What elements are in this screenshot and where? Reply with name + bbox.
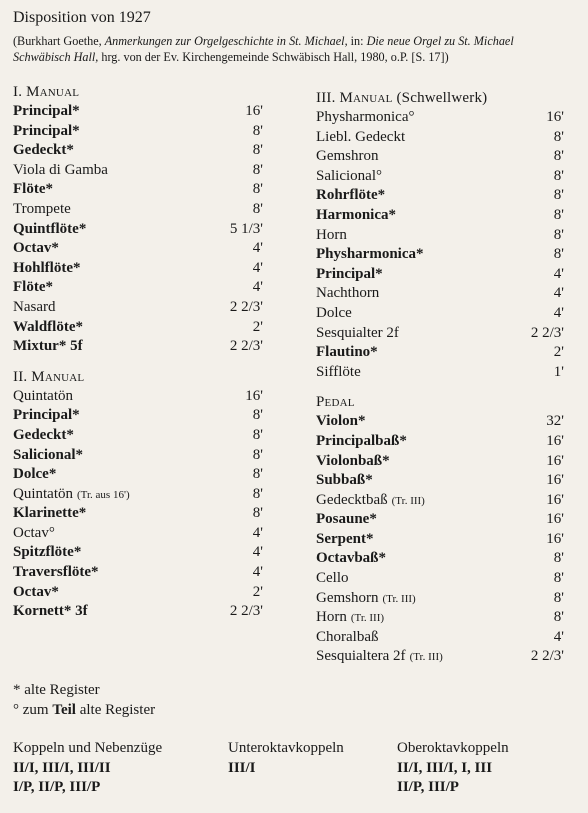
stop-pitch: 4'	[553, 628, 564, 645]
legend-old-registers: * alte Register	[13, 682, 100, 698]
stop-row	[316, 186, 564, 206]
superoctave-heading: Oberoktavkoppeln	[397, 740, 509, 756]
stop-row	[13, 426, 263, 446]
stop-row	[13, 406, 263, 426]
stop-row	[316, 265, 564, 285]
stop-pitch: 8'	[252, 466, 263, 483]
stop-pitch: 4'	[252, 564, 263, 581]
manual1-stop-list	[13, 102, 263, 357]
stop-row	[13, 337, 263, 357]
stop-pitch: 16'	[245, 103, 263, 119]
stop-pitch: 2'	[252, 318, 263, 335]
stop-name: Gemshorn (Tr. III)	[316, 589, 416, 606]
stop-row	[316, 363, 564, 383]
suboctave-couplers-column	[228, 739, 344, 778]
stop-pitch: 2 2/3'	[229, 338, 263, 355]
stop-pitch: 8'	[553, 589, 564, 606]
stop-pitch: 16'	[546, 109, 564, 125]
stop-pitch: 8'	[553, 187, 564, 204]
stop-pitch: 8'	[553, 226, 564, 243]
couplers-line-1: II/I, III/I, III/II	[13, 759, 111, 776]
manual2-stop-list	[13, 387, 263, 622]
stop-pitch: 4'	[252, 259, 263, 276]
stop-pitch: 8'	[252, 122, 263, 139]
stop-pitch: 8'	[252, 407, 263, 424]
stop-name: Quintflöte*	[13, 220, 87, 237]
stop-row	[316, 569, 564, 589]
stop-row	[316, 206, 564, 226]
stop-name: Octavbaß*	[316, 550, 387, 567]
couplers-line-2: I/P, II/P, III/P	[13, 779, 101, 795]
manual3-heading: III. Manual (Schwellwerk)	[316, 90, 488, 106]
stop-name: Flöte*	[13, 279, 53, 296]
stop-name: Hohlflöte*	[13, 259, 81, 276]
stop-pitch: 8'	[252, 142, 263, 159]
stop-pitch: 8'	[553, 148, 564, 165]
stop-name: Physharmonica*	[316, 246, 424, 263]
stop-row	[316, 108, 564, 128]
stop-name: Principalbaß*	[316, 432, 407, 449]
stop-pitch: 16'	[546, 472, 564, 489]
stop-name: Nasard	[13, 298, 56, 315]
stop-pitch: 8'	[553, 550, 564, 567]
stop-pitch: 16'	[546, 491, 564, 508]
stop-row	[13, 298, 263, 318]
stop-pitch: 8'	[553, 246, 564, 263]
stop-row	[316, 128, 564, 148]
stop-row	[316, 324, 564, 344]
stop-note: (Tr. aus 16')	[77, 488, 130, 501]
ref-author: (Burkhart Goethe,	[13, 34, 105, 48]
stop-row	[13, 220, 263, 240]
stop-row	[13, 102, 263, 122]
stop-note: (Tr. III)	[409, 651, 443, 664]
stop-row	[316, 304, 564, 324]
stop-pitch: 2 2/3'	[229, 603, 263, 620]
stop-pitch: 8'	[252, 485, 263, 502]
stop-row	[316, 530, 564, 550]
stop-pitch: 2'	[252, 583, 263, 600]
stop-name: Mixtur* 5f	[13, 338, 83, 355]
stop-pitch: 8'	[252, 446, 263, 463]
stop-row	[316, 432, 564, 452]
right-column	[316, 88, 564, 667]
ref-rest: hrg. von der Ev. Kirchengemeinde Schwäbisch Hall, 1980, o.P. [S. 17])	[98, 50, 449, 64]
stop-name: Spitzflöte*	[13, 544, 82, 561]
stop-name: Nachthorn	[316, 285, 380, 302]
ref-article: Anmerkungen zur Orgelgeschichte in St. Michael,	[104, 34, 348, 48]
stop-name: Viola di Gamba	[13, 161, 108, 178]
stop-pitch: 1'	[553, 363, 564, 380]
stop-row	[13, 318, 263, 338]
stop-pitch: 16'	[546, 452, 564, 469]
stop-row	[316, 549, 564, 569]
stop-name: Sifflöte	[316, 363, 361, 380]
stop-pitch: 2 2/3'	[229, 298, 263, 315]
stop-row	[316, 491, 564, 511]
stop-name: Cello	[316, 570, 349, 587]
stop-name: Gedeckt*	[13, 142, 74, 159]
stop-row	[13, 465, 263, 485]
stop-name: Quintatön (Tr. aus 16')	[13, 485, 130, 502]
stop-name: Flautino*	[316, 344, 378, 361]
stop-name: Principal*	[316, 265, 383, 282]
couplers-column	[13, 739, 162, 798]
stop-row	[13, 161, 263, 181]
stop-name: Salicional°	[316, 167, 382, 184]
stop-row	[13, 504, 263, 524]
stop-pitch: 2 2/3'	[530, 324, 564, 341]
legend-partial-registers: ° zum Teil alte Register	[13, 702, 156, 718]
stop-name: Violon*	[316, 413, 366, 430]
superoctave-couplers-column	[397, 739, 509, 798]
stop-row	[13, 200, 263, 220]
stop-name: Octav°	[13, 524, 55, 541]
stop-pitch: 8'	[553, 206, 564, 223]
stop-name: Traversflöte*	[13, 564, 99, 581]
stop-row	[13, 543, 263, 563]
stop-row	[13, 259, 263, 279]
stop-row	[13, 563, 263, 583]
manual1-heading: I. Manual	[13, 84, 80, 100]
stop-row	[13, 122, 263, 142]
stop-row	[13, 141, 263, 161]
stop-pitch: 8'	[252, 161, 263, 178]
stop-row	[13, 387, 263, 407]
stop-pitch: 4'	[553, 265, 564, 282]
stop-pitch: 2'	[553, 344, 564, 361]
stop-row	[13, 239, 263, 259]
stop-name: Harmonica*	[316, 206, 396, 223]
stop-name: Physharmonica°	[316, 109, 415, 125]
stop-name: Quintatön	[13, 387, 73, 404]
stop-pitch: 4'	[553, 285, 564, 302]
stop-note: (Tr. III)	[382, 592, 416, 605]
superoctave-line-1: II/I, III/I, I, III	[397, 759, 493, 776]
stop-name: Waldflöte*	[13, 318, 83, 335]
pedal-stop-list	[316, 412, 564, 667]
couplers-heading: Koppeln und Nebenzüge	[13, 740, 163, 756]
stop-pitch: 8'	[252, 426, 263, 443]
pedal-heading: Pedal	[316, 394, 355, 411]
stop-name: Sesquialtera 2f (Tr. III)	[316, 648, 443, 665]
stop-name: Posaune*	[316, 511, 377, 528]
stop-pitch: 4'	[252, 279, 263, 296]
stop-name: Flöte*	[13, 181, 53, 198]
stop-row	[13, 602, 263, 622]
manual2-heading: II. Manual	[13, 368, 85, 385]
stop-pitch: 2 2/3'	[530, 648, 564, 665]
stop-name: Principal*	[13, 103, 80, 119]
stop-name: Rohrflöte*	[316, 187, 386, 204]
stop-pitch: 16'	[546, 530, 564, 547]
stop-name: Principal*	[13, 407, 80, 424]
stop-pitch: 32'	[546, 413, 564, 430]
stop-name: Klarinette*	[13, 505, 87, 522]
stop-name: Gedecktbaß (Tr. III)	[316, 491, 425, 508]
stop-row	[316, 245, 564, 265]
document-title: Disposition von 1927	[13, 9, 151, 26]
stop-pitch: 16'	[546, 511, 564, 528]
superoctave-line-2: II/P, III/P	[397, 779, 459, 795]
stop-pitch: 4'	[553, 304, 564, 321]
stop-row	[316, 628, 564, 648]
stop-row	[13, 583, 263, 603]
stop-pitch: 8'	[553, 128, 564, 145]
stop-pitch: 16'	[546, 432, 564, 449]
stop-pitch: 4'	[252, 240, 263, 257]
stop-row	[13, 485, 263, 505]
source-reference	[13, 33, 573, 65]
ref-in: in:	[347, 34, 367, 48]
stop-name: Octav*	[13, 583, 59, 600]
stop-row	[316, 471, 564, 491]
stop-pitch: 4'	[252, 524, 263, 541]
stop-name: Choralbaß	[316, 628, 379, 645]
ref-book: Die neue Orgel zu St. Michael Schwäbisch Hall,	[13, 34, 514, 64]
stop-note: (Tr. III)	[391, 494, 425, 507]
stop-name: Kornett* 3f	[13, 603, 88, 620]
stop-row	[13, 446, 263, 466]
legend	[13, 680, 155, 720]
stop-pitch: 8'	[553, 167, 564, 184]
stop-name: Dolce	[316, 304, 352, 321]
stop-pitch: 4'	[252, 544, 263, 561]
stop-name: Dolce*	[13, 466, 57, 483]
left-column	[13, 82, 263, 622]
stop-name: Trompete	[13, 200, 71, 217]
stop-row	[316, 343, 564, 363]
stop-name: Horn	[316, 226, 347, 243]
stop-pitch: 16'	[245, 387, 263, 404]
stop-name: Octav*	[13, 240, 59, 257]
stop-row	[316, 647, 564, 667]
stop-name: Gemshron	[316, 148, 379, 165]
stop-name: Violonbaß*	[316, 452, 390, 469]
stop-row	[316, 452, 564, 472]
stop-name: Liebl. Gedeckt	[316, 128, 406, 145]
stop-row	[13, 180, 263, 200]
manual3-stop-list	[316, 108, 564, 382]
stop-row	[316, 167, 564, 187]
stop-row	[316, 226, 564, 246]
stop-row	[13, 278, 263, 298]
stop-row	[316, 608, 564, 628]
stop-row	[316, 412, 564, 432]
stop-pitch: 8'	[553, 570, 564, 587]
stop-pitch: 8'	[553, 609, 564, 626]
stop-name: Serpent*	[316, 530, 374, 547]
stop-pitch: 8'	[252, 505, 263, 522]
stop-row	[316, 284, 564, 304]
stop-name: Subbaß*	[316, 472, 373, 489]
stop-row	[316, 589, 564, 609]
stop-name: Horn (Tr. III)	[316, 609, 385, 626]
stop-name: Salicional*	[13, 446, 84, 463]
stop-pitch: 8'	[252, 181, 263, 198]
suboctave-line-1: III/I	[228, 759, 256, 776]
stop-pitch: 8'	[252, 200, 263, 217]
stop-name: Gedeckt*	[13, 426, 74, 443]
stop-note: (Tr. III)	[350, 612, 385, 625]
stop-pitch: 5 1/3'	[229, 220, 263, 237]
suboctave-heading: Unteroktavkoppeln	[228, 740, 344, 756]
stop-row	[316, 147, 564, 167]
stop-name: Principal*	[13, 122, 80, 139]
stop-name: Sesquialter 2f	[316, 324, 399, 341]
stop-row	[13, 524, 263, 544]
stop-row	[316, 510, 564, 530]
